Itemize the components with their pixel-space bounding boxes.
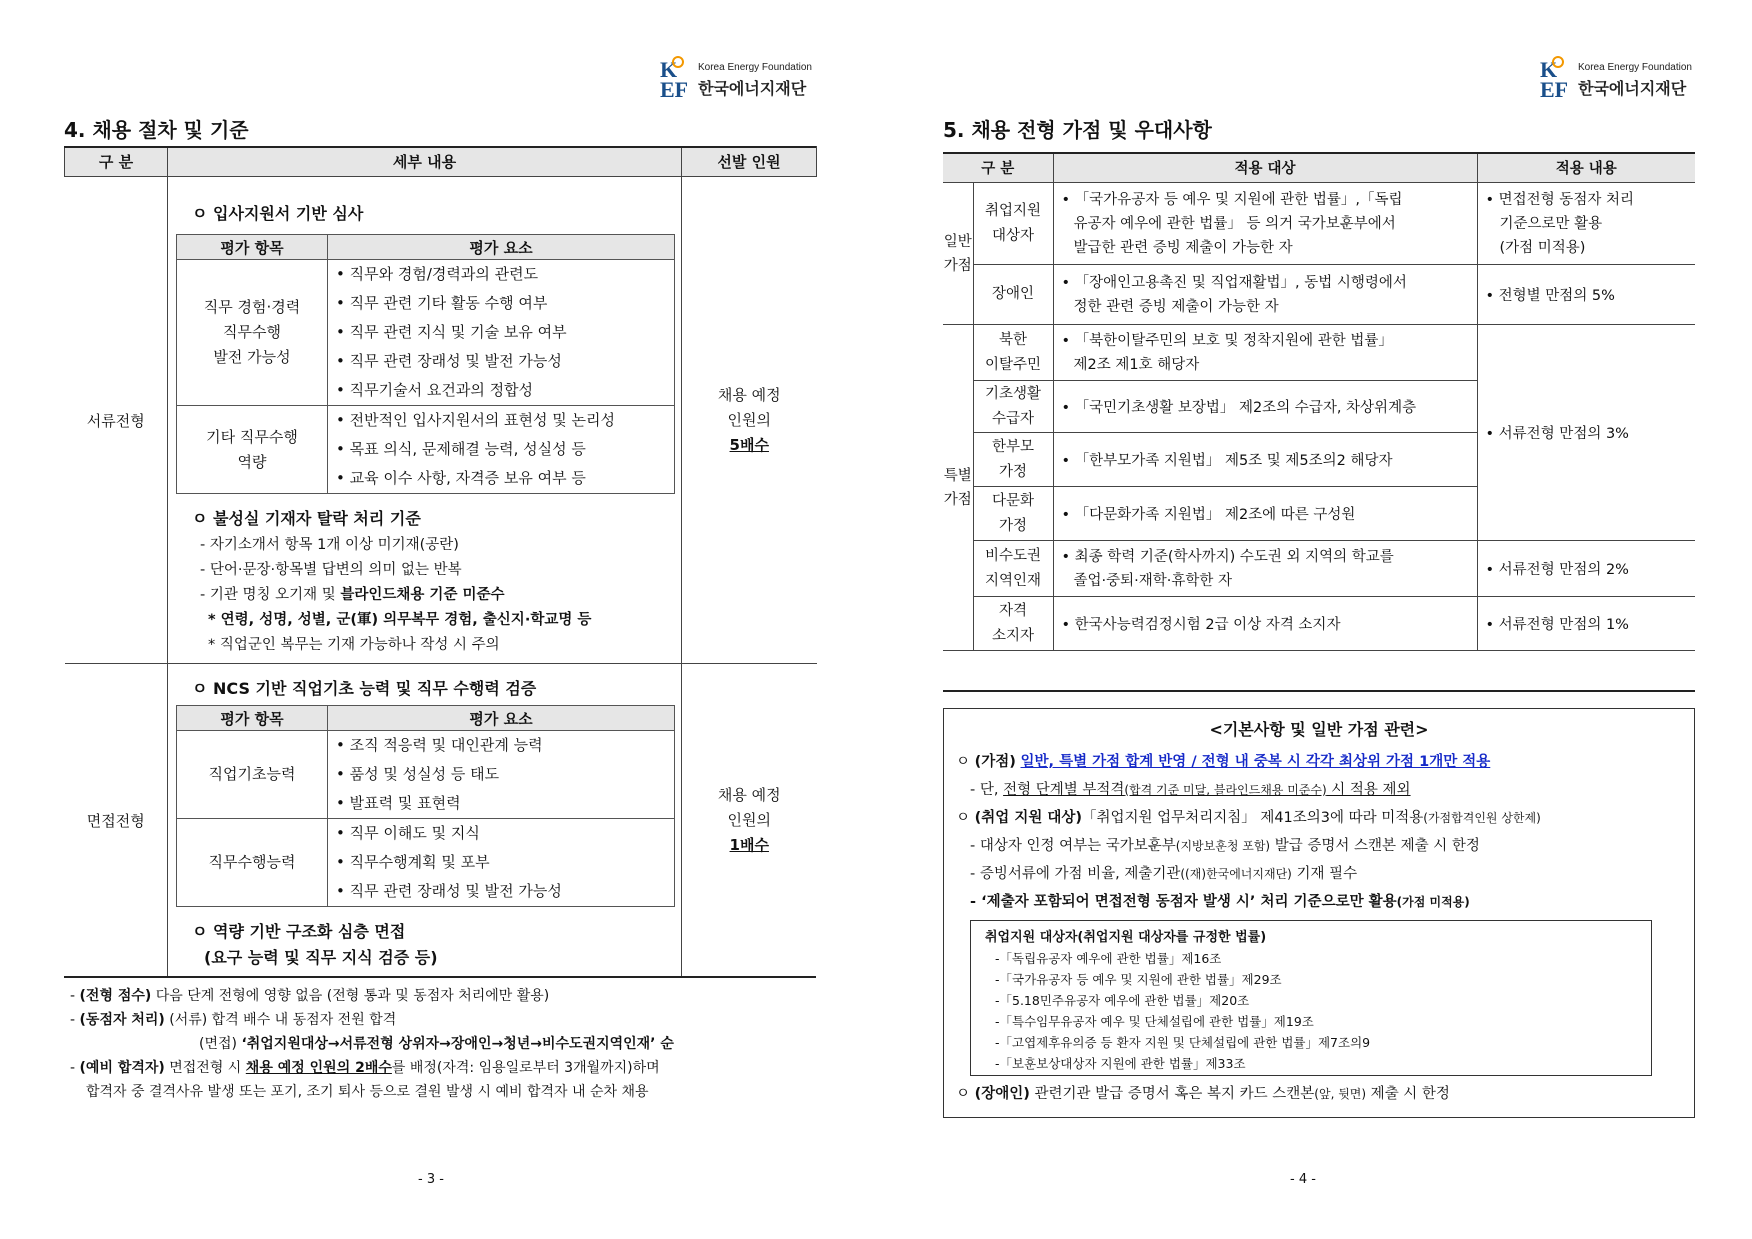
stage-doc: 서류전형 (65, 177, 168, 664)
sub-head: 평가 요소 (328, 235, 675, 260)
box-line-proof: - 대상자 인정 여부는 국가보훈부(지방보훈청 포함) 발급 증명서 스캔본 제출 시 한정 (970, 838, 1480, 854)
sub-head: 평가 항목 (177, 706, 328, 731)
page-number: - 4 - (1290, 1172, 1316, 1187)
target-type: 비수도권 지역인재 (973, 541, 1053, 597)
stage-itv: 면접전형 (65, 664, 168, 977)
eval-item: 기타 직무수행 역량 (177, 406, 328, 494)
target-desc: • 「장애인고용촉진 및 직업재활법」, 동법 시행령에서 정한 관련 증빙 제출이 가능한 자 (1053, 265, 1477, 325)
eval-elem: • 조직 적응력 및 대인관계 능력 (336, 731, 674, 760)
target-type: 북한 이탈주민 (973, 325, 1053, 381)
doc-detail (168, 177, 682, 664)
eval-elem: • 직무와 경험/경력과의 관련도 (336, 260, 674, 289)
section-title: 5. 채용 전형 가점 및 우대사항 (943, 118, 1212, 142)
eval-item: 직무수행능력 (177, 819, 328, 907)
eval-elem: • 교육 이수 사항, 자격증 보유 여부 등 (336, 464, 674, 493)
eval-elems (328, 260, 675, 406)
col-head: 구 분 (65, 147, 168, 177)
eval-item: 직업기초능력 (177, 731, 328, 819)
note: - 단어·문장·항목별 답변의 의미 없는 반복 (200, 562, 462, 578)
target-desc: • 한국사능력검정시험 2급 이상 자격 소지자 (1053, 597, 1477, 651)
info-box-title: <기본사항 및 일반 가점 관련> (1209, 720, 1429, 739)
target-type: 기초생활 수급자 (973, 381, 1053, 433)
logo-en: Korea Energy Foundation (698, 62, 812, 73)
itv-detail (168, 664, 682, 977)
note-star: * 직업군인 복무는 기재 가능하나 작성 시 주의 (208, 637, 500, 653)
laws-title: 취업지원 대상자(취업지원 대상자를 규정한 법률) (985, 930, 1267, 945)
law-item: -「5.18민주유공자 예우에 관한 법률」제20조 (995, 993, 1250, 1008)
box-line-exclusion: - 단, 전형 단계별 부적격(합격 기준 미달, 블라인드채용 미준수) 시 적용 제외 (970, 782, 1411, 798)
law-item: -「고엽제후유의증 등 환자 지원 및 단체설립에 관한 법률」제7조의9 (995, 1035, 1371, 1050)
eval-item: 직무 경험·경력 직무수행 발전 가능성 (177, 260, 328, 406)
eval-elems (328, 406, 675, 494)
kef-mark-icon: K EF (660, 57, 689, 102)
target-type: 다문화 가정 (973, 487, 1053, 541)
apply-content: • 전형별 만점의 5% (1477, 265, 1695, 325)
eval-elems (328, 731, 675, 819)
p3-footnotes (70, 984, 674, 1104)
eval-elem: • 목표 의식, 문제해결 능력, 성실성 등 (336, 435, 674, 464)
eval-elem: • 직무기술서 요건과의 정합성 (336, 376, 674, 405)
col-head: 세부 내용 (168, 147, 682, 177)
doc-sec1: ㅇ 입사지원서 기반 심사 (192, 204, 364, 223)
kef-logo (1540, 56, 1720, 104)
logo-ko: 한국에너지재단 (698, 79, 807, 98)
eval-elem: • 직무 관련 기타 활동 수행 여부 (336, 289, 674, 318)
kef-logo (660, 56, 840, 104)
target-desc: • 「국민기초생활 보장법」 제2조의 수급자, 차상위계층 (1053, 381, 1477, 433)
apply-content: • 서류전형 만점의 2% (1477, 541, 1695, 597)
col-head: 구 분 (943, 153, 1053, 183)
section-title: 4. 채용 절차 및 기준 (64, 118, 249, 142)
col-head: 적용 대상 (1053, 153, 1477, 183)
law-item: -「독립유공자 예우에 관한 법률」제16조 (995, 951, 1222, 966)
col-head: 선발 인원 (682, 147, 817, 177)
laws-box (970, 920, 1652, 1076)
law-item: -「특수임무유공자 예우 및 단체설립에 관한 법률」제19조 (995, 1014, 1314, 1029)
box-line-gajeom: ㅇ (가점) 일반, 특별 가점 합계 반영 / 전형 내 중복 시 각각 최상위 가점 1개만 적용 (956, 754, 1491, 770)
logo-en: Korea Energy Foundation (1578, 62, 1692, 73)
box-line-employ: ㅇ (취업 지원 대상)「취업지원 업무처리지침」 제41조의3에 따라 미적용(가점합격인원 상한제) (956, 810, 1541, 826)
target-desc: • 최종 학력 기준(학사까지) 수도권 외 지역의 학교를 졸업·중퇴·재학·휴학한 자 (1053, 541, 1477, 597)
eval-elem: • 직무 관련 지식 및 기술 보유 여부 (336, 318, 674, 347)
itv-sec2b: (요구 능력 및 직무 지식 검증 등) (204, 948, 438, 967)
group-special: 특별가점 (943, 325, 973, 651)
col-head: 적용 내용 (1477, 153, 1695, 183)
eval-elem: • 직무 이해도 및 지식 (336, 819, 674, 848)
fn-reserve: - (예비 합격자) 면접전형 시 채용 예정 인원의 2배수를 배정(자격: 임용일로부터 3개월까지)하며 (70, 1060, 660, 1076)
target-desc: • 「국가유공자 등 예우 및 지원에 관한 법률」,「독립 유공자 예우에 관한 법률」 등 의거 국가보훈부에서 발급한 관련 증빙 제출이 가능한 자 (1053, 183, 1477, 265)
target-type: 한부모 가정 (973, 433, 1053, 487)
itv-sec2: ㅇ 역량 기반 구조화 심층 면접 (192, 922, 406, 941)
note: - 기관 명칭 오기재 및 블라인드채용 기준 미준수 (200, 587, 505, 603)
eval-elem: • 직무 관련 장래성 및 발전 가능성 (336, 877, 674, 906)
sub-head: 평가 항목 (177, 235, 328, 260)
eval-elem: • 직무수행계획 및 포부 (336, 848, 674, 877)
doc-count: 채용 예정 인원의 5배수 (717, 385, 781, 454)
box-line-tie: - ‘제출자 포함되어 면접전형 동점자 발생 시’ 처리 기준으로만 활용(가점 미적용) (970, 894, 1470, 910)
procedure-table (64, 146, 817, 977)
doc-notes (176, 533, 673, 658)
law-item: -「국가유공자 등 예우 및 지원에 관한 법률」제29조 (995, 972, 1282, 987)
apply-content: • 서류전형 만점의 3% (1477, 325, 1695, 541)
itv-sec1: ㅇ NCS 기반 직업기초 능력 및 직무 수행력 검증 (192, 679, 537, 698)
eval-elem: • 직무 관련 장래성 및 발전 가능성 (336, 347, 674, 376)
group-general: 일반가점 (943, 183, 973, 325)
itv-count: 채용 예정 인원의 1배수 (682, 664, 817, 977)
sub-head: 평가 요소 (328, 706, 675, 731)
target-desc: • 「한부모가족 지원법」 제5조 및 제5조의2 해당자 (1053, 433, 1477, 487)
target-type: 자격 소지자 (973, 597, 1053, 651)
apply-content: • 면접전형 동점자 처리 기준으로만 활용 (가점 미적용) (1477, 183, 1695, 265)
law-item: -「보훈보상대상자 지원에 관한 법률」제33조 (995, 1056, 1246, 1071)
box-line-docs: - 증빙서류에 가점 비율, 제출기관((재)한국에너지재단) 기재 필수 (970, 866, 1358, 882)
doc-sec2: ㅇ 불성실 기재자 탈락 처리 기준 (192, 509, 421, 528)
fn-tie-itv: (면접) ‘취업지원대상→서류전형 상위자→장애인→청년→비수도권지역인재’ 순 (199, 1036, 674, 1052)
eval-elem: • 전반적인 입사지원서의 표현성 및 논리성 (336, 406, 674, 435)
target-type: 장애인 (973, 265, 1053, 325)
doc-eval-table (176, 234, 675, 494)
eval-elems (328, 819, 675, 907)
bonus-table (943, 152, 1695, 651)
box-line-disabled: ㅇ (장애인) 관련기관 발급 증명서 혹은 복지 카드 스캔본(앞, 뒷면) 제출 시 한정 (956, 1086, 1450, 1102)
page-4 (876, 0, 1752, 1239)
note: - 자기소개서 항목 1개 이상 미기재(공란) (200, 537, 459, 553)
target-type: 취업지원 대상자 (973, 183, 1053, 265)
info-box (943, 708, 1695, 1118)
itv-eval-table (176, 705, 675, 907)
logo-ko: 한국에너지재단 (1578, 79, 1687, 98)
fn-reserve-2: 합격자 중 결격사유 발생 또는 포기, 조기 퇴사 등으로 결원 발생 시 예비 합격자 내 순차 채용 (86, 1084, 649, 1100)
fn-score: - (전형 점수) 다음 단계 전형에 영향 없음 (전형 통과 및 동점자 처리에만 활용) (70, 988, 550, 1004)
target-desc: • 「다문화가족 지원법」 제2조에 따른 구성원 (1053, 487, 1477, 541)
eval-elem: • 발표력 및 표현력 (336, 789, 674, 818)
eval-elem: • 품성 및 성실성 등 태도 (336, 760, 674, 789)
note-star: * 연령, 성명, 성별, 군(軍) 의무복무 경험, 출신지·학교명 등 (208, 612, 592, 628)
fn-tie: - (동점자 처리) (서류) 합격 배수 내 동점자 전원 합격 (70, 1012, 397, 1028)
apply-content: • 서류전형 만점의 1% (1477, 597, 1695, 651)
kef-mark-icon: K EF (1540, 57, 1569, 102)
target-desc: • 「북한이탈주민의 보호 및 정착지원에 관한 법률」 제2조 제1호 해당자 (1053, 325, 1477, 381)
page-number: - 3 - (418, 1172, 444, 1187)
